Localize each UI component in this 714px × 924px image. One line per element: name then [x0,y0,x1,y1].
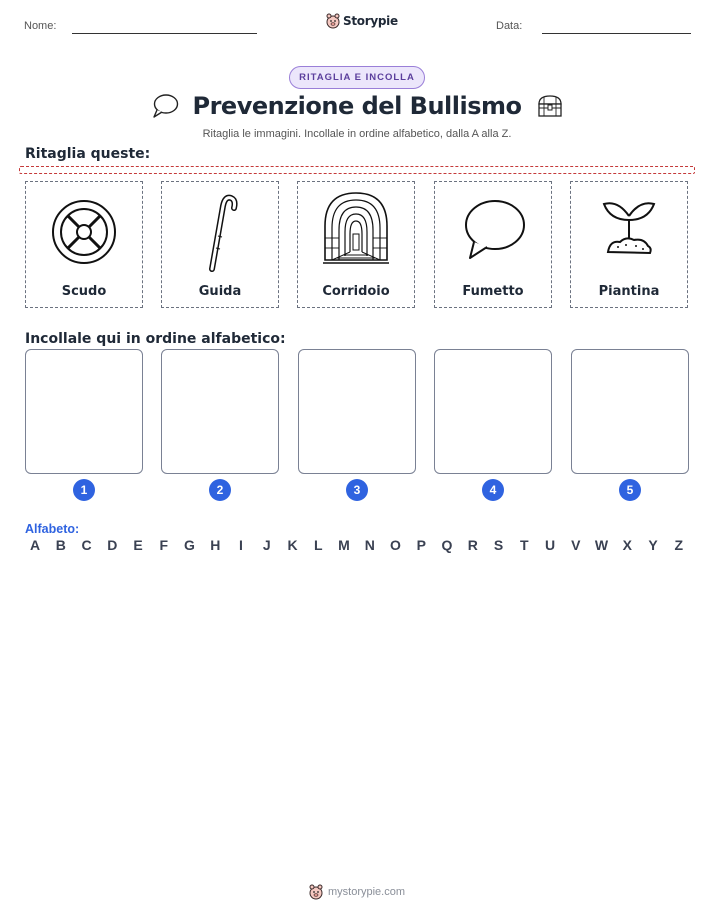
cut-card-corridoio[interactable] [297,181,415,308]
speech-bubble-icon [151,93,179,119]
alphabet-letter: L [313,537,323,553]
alphabet-letter: X [622,537,632,553]
paste-box[interactable] [434,349,552,474]
speech-bubble-icon [460,190,526,278]
alphabet-letter: S [493,537,504,553]
alphabet-letter: U [544,537,556,553]
slot-number: 3 [346,479,368,501]
alphabet-letter: R [467,537,478,553]
slot-number: 4 [482,479,504,501]
brand-logo [326,13,398,29]
slot-number: 2 [209,479,231,501]
cut-card-piantina[interactable] [570,181,688,308]
alphabet-row [25,537,689,553]
cut-card-fumetto[interactable] [434,181,552,308]
paste-box[interactable] [161,349,279,474]
alphabet-letter: Z [674,537,684,553]
card-label: Guida [198,284,242,299]
alphabet-letter: G [184,537,195,553]
alphabet-letter: T [519,537,529,553]
alphabet-letter: C [81,537,92,553]
alphabet-letter: J [262,537,271,553]
pig-mascot-icon [326,13,340,29]
cane-icon [187,190,253,278]
alphabet-letter: E [133,537,143,553]
cut-card-guida[interactable] [161,181,279,308]
alphabet-letter: B [55,537,66,553]
alphabet-letter: I [239,537,243,553]
instructions: Ritaglia le immagini. Incollale in ordine alfabetico, dalla A alla Z. [202,128,512,140]
alphabet-letter: A [29,537,41,553]
sprout-icon [596,190,662,278]
alphabet-letter: N [364,537,375,553]
alphabet-letter: F [159,537,169,553]
cut-section-title: Ritaglia queste: [25,146,151,162]
paste-box[interactable] [571,349,689,474]
alphabet-letter: V [571,537,581,553]
slot-number: 1 [73,479,95,501]
alphabet-letter: Y [648,537,658,553]
alphabet-letter: H [210,537,221,553]
card-label: Scudo [61,284,107,299]
treasure-chest-icon [536,94,564,118]
brand-name: Storypie [343,14,398,28]
pig-mascot-icon [309,884,323,900]
card-label: Piantina [598,284,660,299]
paste-section-title: Incollale qui in ordine alfabetico: [25,331,286,347]
cut-card-scudo[interactable] [25,181,143,308]
card-label: Fumetto [462,284,524,299]
footer-url: mystorypie.com [327,886,406,898]
paste-box[interactable] [25,349,143,474]
footer [0,884,714,900]
cut-line [19,166,695,174]
name-line [72,33,257,34]
alphabet-letter: O [390,537,401,553]
title-row [0,92,714,120]
alphabet-letter: K [287,537,298,553]
corridor-icon [323,190,389,278]
alphabet-letter: M [338,537,350,553]
date-label: Data: [496,20,523,32]
alphabet-letter: P [416,537,426,553]
date-line [542,33,691,34]
card-label: Corridoio [322,284,390,299]
shield-icon [51,190,117,278]
alphabet-letter: D [107,537,118,553]
name-label: Nome: [24,20,57,32]
alphabet-letter: Q [441,537,453,553]
activity-badge: RITAGLIA E INCOLLA [289,66,425,89]
alphabet-letter: W [594,537,609,553]
paste-box[interactable] [298,349,416,474]
page-title: Prevenzione del Bullismo [192,92,522,120]
alphabet-title: Alfabeto: [25,522,80,536]
slot-number: 5 [619,479,641,501]
